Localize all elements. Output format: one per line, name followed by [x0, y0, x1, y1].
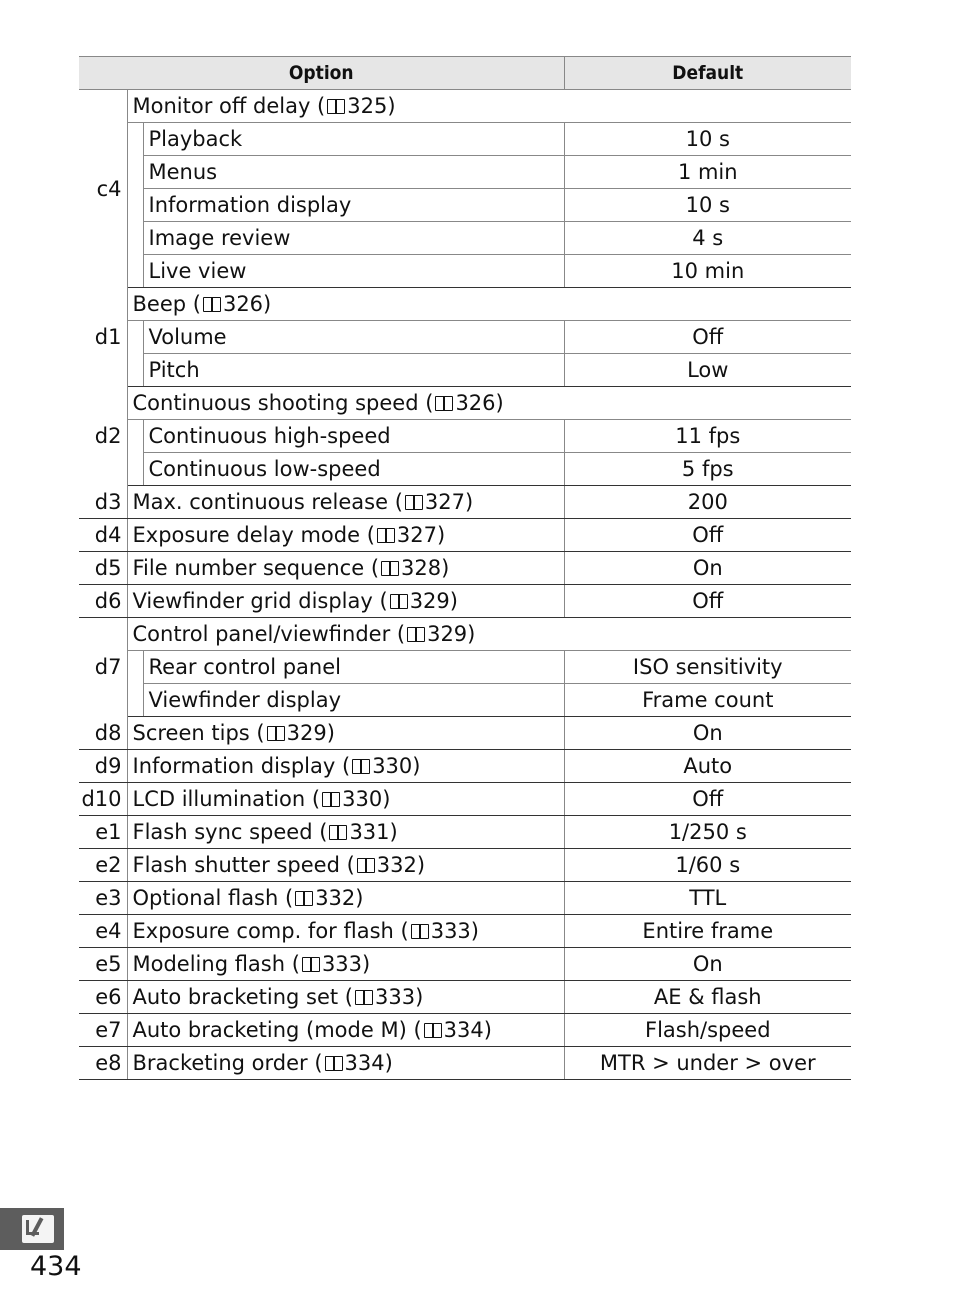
option-code: e4	[79, 915, 127, 948]
table-subrow	[79, 651, 851, 684]
sub-option-label: Volume	[143, 321, 564, 354]
table-body	[79, 90, 851, 1080]
table-subrow	[79, 453, 851, 486]
page-ref: 330	[372, 754, 413, 778]
section-tab	[0, 1208, 64, 1250]
option-label: LCD illumination	[132, 787, 306, 811]
sub-option-label: Information display	[143, 189, 564, 222]
default-value: 4 s	[564, 222, 851, 255]
option-label: Screen tips	[132, 721, 250, 745]
default-value: 1/60 s	[564, 849, 851, 882]
default-value: 10 s	[564, 189, 851, 222]
table-subrow	[79, 189, 851, 222]
defaults-table	[79, 56, 851, 1080]
page-ref: 328	[401, 556, 442, 580]
option-label: Exposure delay mode	[132, 523, 361, 547]
book-icon	[329, 825, 347, 840]
indent-cell	[127, 684, 143, 717]
page-ref: 326	[455, 391, 496, 415]
table-subrow	[79, 255, 851, 288]
option-label: Monitor off delay	[132, 94, 311, 118]
option-code: d10	[79, 783, 127, 816]
option-code: e7	[79, 1014, 127, 1047]
book-icon	[352, 759, 370, 774]
option-cell: Flash shutter speed ( 332)	[127, 849, 564, 882]
option-code: e5	[79, 948, 127, 981]
indent-cell	[127, 123, 143, 156]
table-row	[79, 717, 851, 750]
indent-cell	[127, 651, 143, 684]
option-cell: Flash sync speed ( 331)	[127, 816, 564, 849]
option-code: e8	[79, 1047, 127, 1080]
book-icon	[405, 495, 423, 510]
option-code: d9	[79, 750, 127, 783]
table-row	[79, 816, 851, 849]
indent-cell	[127, 255, 143, 288]
page-number: 434	[30, 1251, 82, 1282]
default-value: Auto	[564, 750, 851, 783]
table-row	[79, 783, 851, 816]
pencil-icon	[22, 1215, 54, 1243]
table-row	[79, 1047, 851, 1080]
option-label: Auto bracketing set	[132, 985, 339, 1009]
page-ref: 333	[430, 919, 471, 943]
option-code: d1	[79, 288, 127, 387]
book-icon	[390, 594, 408, 609]
sub-option-label: Pitch	[143, 354, 564, 387]
page-ref: 332	[315, 886, 356, 910]
book-icon	[377, 528, 395, 543]
table-subrow	[79, 354, 851, 387]
table-subrow	[79, 684, 851, 717]
option-cell: Optional flash ( 332)	[127, 882, 564, 915]
sub-option-label: Continuous high-speed	[143, 420, 564, 453]
option-code: c4	[79, 90, 127, 288]
table-row	[79, 1014, 851, 1047]
table-row	[79, 915, 851, 948]
option-label: Modeling flash	[132, 952, 286, 976]
header-option: Option	[79, 57, 564, 90]
page-ref: 327	[396, 523, 437, 547]
indent-cell	[127, 354, 143, 387]
option-code: d8	[79, 717, 127, 750]
book-icon	[381, 561, 399, 576]
default-value: 1/250 s	[564, 816, 851, 849]
table-row	[79, 387, 851, 420]
page-ref: 334	[344, 1051, 385, 1075]
book-icon	[355, 990, 373, 1005]
table-row	[79, 90, 851, 123]
table-header-row	[79, 57, 851, 90]
book-icon	[295, 891, 313, 906]
option-label: File number sequence	[132, 556, 365, 580]
table-row	[79, 750, 851, 783]
default-value: Off	[564, 783, 851, 816]
page-ref: 327	[424, 490, 465, 514]
option-label: Information display	[132, 754, 336, 778]
option-cell: Max. continuous release ( 327)	[127, 486, 564, 519]
option-cell: Information display ( 330)	[127, 750, 564, 783]
option-label: Optional flash	[132, 886, 279, 910]
table-row	[79, 519, 851, 552]
table-subrow	[79, 123, 851, 156]
option-label: Continuous shooting speed	[132, 391, 419, 415]
sub-option-label: Viewfinder display	[143, 684, 564, 717]
option-code: d3	[79, 486, 127, 519]
table-row	[79, 585, 851, 618]
default-value: Entire frame	[564, 915, 851, 948]
option-cell: Continuous shooting speed ( 326)	[127, 387, 851, 420]
option-code: d5	[79, 552, 127, 585]
table-subrow	[79, 222, 851, 255]
option-label: Exposure comp. for flash	[132, 919, 394, 943]
sub-option-label: Rear control panel	[143, 651, 564, 684]
option-code: e2	[79, 849, 127, 882]
page-ref: 332	[376, 853, 417, 877]
default-value: 5 fps	[564, 453, 851, 486]
sub-option-label: Image review	[143, 222, 564, 255]
page-ref: 326	[222, 292, 264, 316]
option-cell: Viewfinder grid display ( 329)	[127, 585, 564, 618]
table-row	[79, 486, 851, 519]
sub-option-label: Live view	[143, 255, 564, 288]
table-row	[79, 288, 851, 321]
page-ref: 333	[321, 952, 363, 976]
option-label: Control panel/viewfinder	[132, 622, 391, 646]
page-ref: 329	[286, 721, 327, 745]
book-icon	[325, 1056, 343, 1071]
table-subrow	[79, 156, 851, 189]
option-label: Viewfinder grid display	[132, 589, 373, 613]
default-value: ISO sensitivity	[564, 651, 851, 684]
option-code: d4	[79, 519, 127, 552]
default-value: Off	[564, 321, 851, 354]
table-subrow	[79, 321, 851, 354]
option-cell: Exposure comp. for flash ( 333)	[127, 915, 564, 948]
option-label: Beep	[132, 292, 187, 316]
option-cell: Auto bracketing (mode M) ( 334)	[127, 1014, 564, 1047]
indent-cell	[127, 156, 143, 189]
page-ref: 325	[347, 94, 388, 118]
default-value: Low	[564, 354, 851, 387]
option-cell: File number sequence ( 328)	[127, 552, 564, 585]
default-value: 10 min	[564, 255, 851, 288]
page-ref: 329	[409, 589, 450, 613]
option-cell: Modeling flash ( 333)	[127, 948, 564, 981]
default-value: 1 min	[564, 156, 851, 189]
default-value: 200	[564, 486, 851, 519]
option-label: Flash sync speed	[132, 820, 313, 844]
default-value: Flash/speed	[564, 1014, 851, 1047]
option-code: e3	[79, 882, 127, 915]
indent-cell	[127, 321, 143, 354]
table-row	[79, 618, 851, 651]
option-cell: Bracketing order ( 334)	[127, 1047, 564, 1080]
table-row	[79, 981, 851, 1014]
default-value: Frame count	[564, 684, 851, 717]
option-label: Max. continuous release	[132, 490, 389, 514]
sub-option-label: Playback	[143, 123, 564, 156]
book-icon	[203, 297, 221, 312]
page-ref: 333	[375, 985, 416, 1009]
option-code: d6	[79, 585, 127, 618]
option-cell: Control panel/viewfinder ( 329)	[127, 618, 851, 651]
default-value: Off	[564, 585, 851, 618]
default-value: On	[564, 948, 851, 981]
option-code: e6	[79, 981, 127, 1014]
page-ref: 330	[342, 787, 383, 811]
book-icon	[327, 99, 345, 114]
page-ref: 334	[443, 1018, 484, 1042]
book-icon	[424, 1023, 442, 1038]
option-code: d2	[79, 387, 127, 486]
option-cell: Screen tips ( 329)	[127, 717, 564, 750]
book-icon	[435, 396, 453, 411]
indent-cell	[127, 420, 143, 453]
indent-cell	[127, 222, 143, 255]
indent-cell	[127, 189, 143, 222]
book-icon	[411, 924, 429, 939]
sub-option-label: Continuous low-speed	[143, 453, 564, 486]
table-row	[79, 948, 851, 981]
book-icon	[322, 792, 340, 807]
option-cell: Exposure delay mode ( 327)	[127, 519, 564, 552]
option-label: Flash shutter speed	[132, 853, 340, 877]
sub-option-label: Menus	[143, 156, 564, 189]
book-icon	[407, 627, 425, 642]
default-value: 10 s	[564, 123, 851, 156]
page-ref: 329	[427, 622, 468, 646]
default-value: 11 fps	[564, 420, 851, 453]
option-cell: Monitor off delay ( 325)	[127, 90, 851, 123]
default-value: AE & flash	[564, 981, 851, 1014]
option-label: Auto bracketing (mode M)	[132, 1018, 407, 1042]
table-subrow	[79, 420, 851, 453]
default-value: On	[564, 552, 851, 585]
book-icon	[267, 726, 285, 741]
header-default: Default	[564, 57, 851, 90]
table-row	[79, 552, 851, 585]
book-icon	[357, 858, 375, 873]
option-label: Bracketing order	[132, 1051, 308, 1075]
default-value: TTL	[564, 882, 851, 915]
page-ref: 331	[349, 820, 390, 844]
default-value: On	[564, 717, 851, 750]
option-code: d7	[79, 618, 127, 717]
option-cell: Beep ( 326)	[127, 288, 851, 321]
indent-cell	[127, 453, 143, 486]
table-row	[79, 882, 851, 915]
default-value: Off	[564, 519, 851, 552]
option-cell: Auto bracketing set ( 333)	[127, 981, 564, 1014]
book-icon	[302, 957, 320, 972]
option-cell: LCD illumination ( 330)	[127, 783, 564, 816]
default-value: MTR > under > over	[564, 1047, 851, 1080]
table-row	[79, 849, 851, 882]
option-code: e1	[79, 816, 127, 849]
